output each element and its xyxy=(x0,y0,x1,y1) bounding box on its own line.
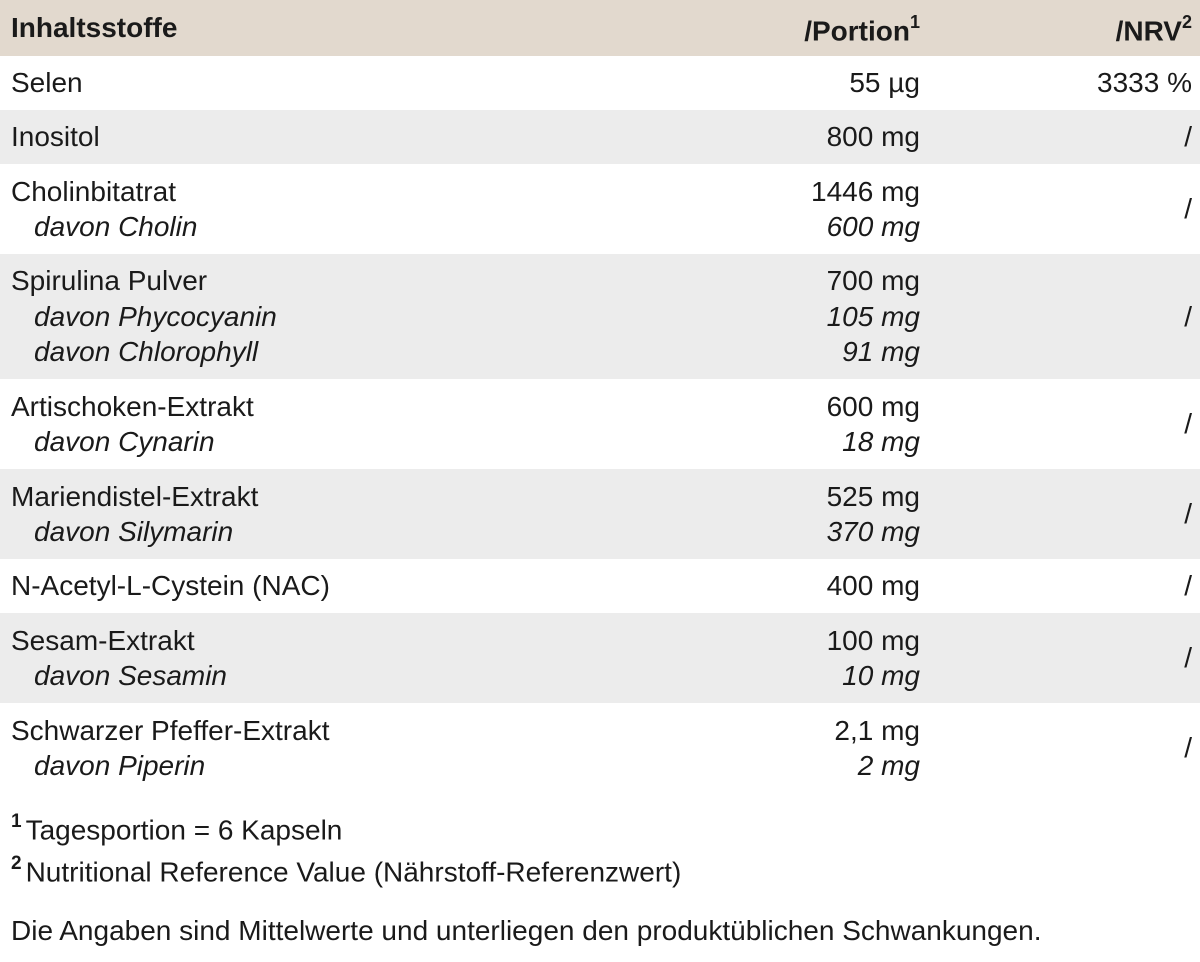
table-row xyxy=(0,613,1200,703)
footnote-text: Nutritional Reference Value (Nährstoff-Referenzwert) xyxy=(25,856,682,888)
portion-value: 100 mg xyxy=(826,624,920,656)
disclaimer-text: Die Angaben sind Mittelwerte und unterliegen den produktüblichen Schwankungen. xyxy=(11,915,1042,946)
table-header xyxy=(0,0,1200,56)
footnote-marker: 1 xyxy=(11,811,22,832)
ingredient-name: N-Acetyl-L-Cystein (NAC) xyxy=(11,570,330,602)
portion-value: 55 µg xyxy=(849,67,920,99)
sub-portion-value: 600 mg xyxy=(826,211,920,242)
table-row xyxy=(0,110,1200,164)
portion-value: 700 mg xyxy=(826,265,920,297)
ingredient-name: Mariendistel-Extrakt xyxy=(11,480,259,512)
ingredient-name: Schwarzer Pfeffer-Extrakt xyxy=(11,714,330,746)
nrv-value: / xyxy=(1184,570,1192,601)
sub-portion-value: 2 mg xyxy=(857,750,920,781)
nrv-value: / xyxy=(1184,408,1192,439)
portion-value: 600 mg xyxy=(826,390,920,422)
portion-value: 1446 mg xyxy=(811,175,920,207)
ingredient-name: Selen xyxy=(11,67,83,99)
sub-ingredient-name: davon Sesamin xyxy=(34,660,228,691)
portion-value: 400 mg xyxy=(826,570,920,602)
footnotes xyxy=(0,803,1200,887)
header-portion: /Portion$^1$ xyxy=(804,12,920,47)
sub-ingredient-name: davon Cynarin xyxy=(34,426,215,457)
table-row xyxy=(0,56,1200,110)
sub-portion-value: 18 mg xyxy=(842,426,920,457)
ingredient-name: Cholinbitatrat xyxy=(11,175,176,207)
sub-ingredient-name: davon Piperin xyxy=(34,750,206,781)
nrv-value: / xyxy=(1184,732,1192,763)
sub-portion-value: 105 mg xyxy=(826,300,920,332)
portion-value: 525 mg xyxy=(826,480,920,512)
header-nrv: /NRV$^2$ xyxy=(1115,12,1192,47)
nrv-value: 3333 % xyxy=(1097,67,1192,98)
sub-portion-value: 10 mg xyxy=(842,660,920,691)
header-ingredients: Inhaltsstoffe xyxy=(11,12,178,43)
portion-value: 2,1 mg xyxy=(834,714,920,746)
nrv-value: / xyxy=(1184,642,1192,673)
table-row xyxy=(0,379,1200,469)
footnote-marker: 2 xyxy=(11,853,22,874)
ingredient-name: Inositol xyxy=(11,121,100,153)
portion-value: 800 mg xyxy=(826,121,920,153)
table-row xyxy=(0,469,1200,559)
nrv-value: / xyxy=(1184,193,1192,224)
table-row xyxy=(0,164,1200,254)
sub-ingredient-name: davon Chlorophyll xyxy=(34,336,259,368)
table-row xyxy=(0,559,1200,613)
footnote-2 xyxy=(11,845,1200,887)
footnote-1 xyxy=(11,803,1200,845)
ingredient-name: Spirulina Pulver xyxy=(11,265,208,297)
sub-ingredient-name: davon Silymarin xyxy=(34,516,234,547)
footnote-text: Tagesportion = 6 Kapseln xyxy=(25,814,343,846)
footnote-marker: 2 xyxy=(1181,12,1192,33)
ingredient-name: Sesam-Extrakt xyxy=(11,624,195,656)
nrv-value: / xyxy=(1184,121,1192,152)
sub-ingredient-name: davon Cholin xyxy=(34,211,198,242)
nrv-value: / xyxy=(1184,300,1192,332)
sub-ingredient-name: davon Phycocyanin xyxy=(34,300,277,332)
table-row xyxy=(0,254,1200,379)
ingredient-name: Artischoken-Extrakt xyxy=(11,390,254,422)
nrv-value: / xyxy=(1184,498,1192,529)
sub-portion-value: 370 mg xyxy=(826,516,920,547)
table-row xyxy=(0,703,1200,793)
footnote-marker: 1 xyxy=(909,12,920,33)
sub-portion-value: 91 mg xyxy=(842,336,920,368)
